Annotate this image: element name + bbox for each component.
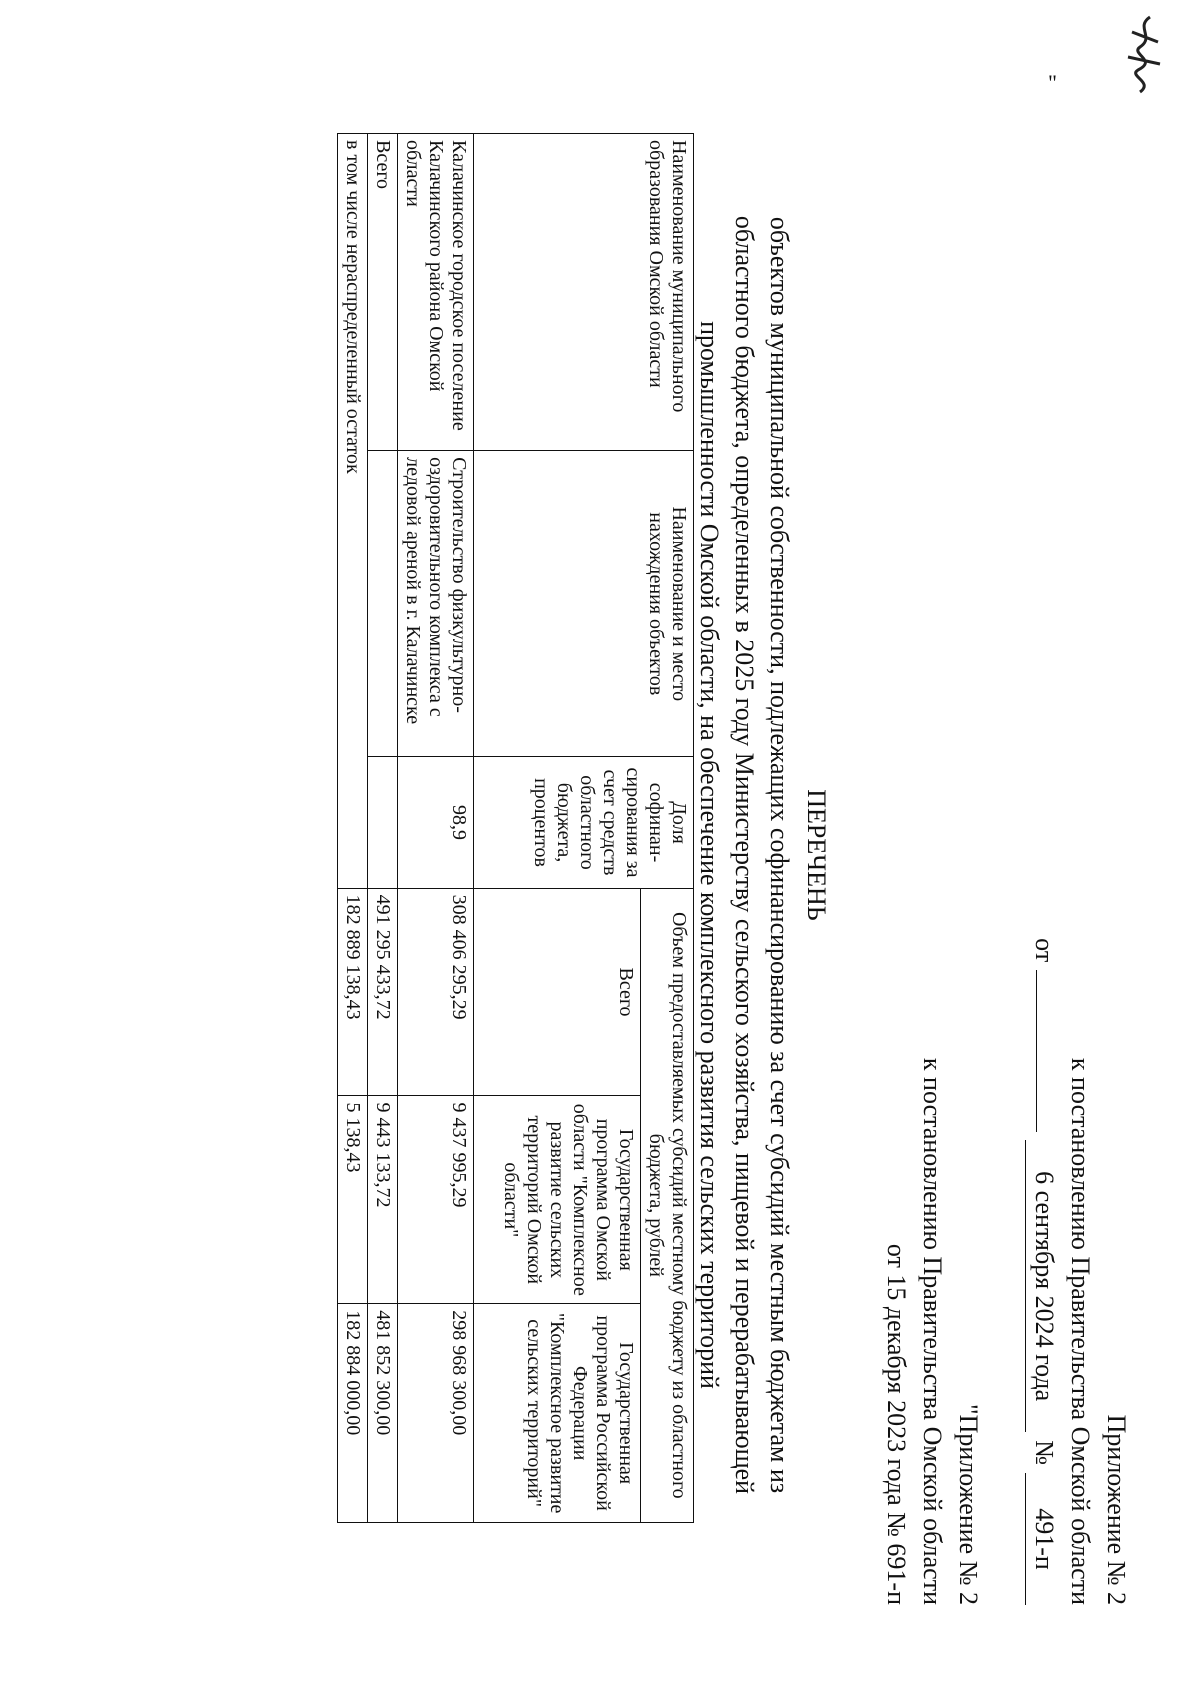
header-municipality: Наименование муниципального образования Омской области bbox=[474, 134, 694, 451]
cell-omsk: 9 437 995,29 bbox=[398, 1096, 474, 1304]
remainder-omsk: 5 138,43 bbox=[338, 1096, 368, 1304]
prev-appendix-title: "Приложение № 2 bbox=[954, 1404, 983, 1605]
total-omsk: 9 443 133,72 bbox=[368, 1096, 398, 1304]
total-label: Всего bbox=[368, 134, 398, 451]
subsidy-table bbox=[337, 133, 694, 1523]
total-empty-2 bbox=[368, 757, 398, 888]
number-label: № bbox=[1030, 1440, 1059, 1465]
cell-rf: 298 968 300,00 bbox=[398, 1304, 474, 1523]
appendix-dateline bbox=[1025, 845, 1062, 1605]
remainder-row bbox=[338, 134, 368, 1523]
previous-appendix-block bbox=[878, 845, 986, 1605]
signature-mark bbox=[1110, 12, 1170, 102]
appendix-decree: к постановлению Правительства Омской области bbox=[1066, 1057, 1095, 1605]
header-rf-program: Государственная программа Российской Федерации "Комплексное развитие сельских территорий" bbox=[474, 1304, 641, 1523]
header-omsk-program: Государственная программа Омской области "Комплексное развитие сельских территорий Омской области" bbox=[474, 1096, 641, 1304]
table-row bbox=[398, 134, 474, 1523]
header-row-1 bbox=[641, 134, 694, 1523]
closing-quote: " bbox=[1048, 70, 1057, 95]
list-line-3: промышленности Омской области, на обеспечение комплексного развития сельских территорий bbox=[695, 321, 724, 1389]
from-label: от bbox=[1030, 938, 1059, 963]
rotated-sheet bbox=[124, 105, 1134, 1605]
cell-total: 308 406 295,29 bbox=[398, 888, 474, 1096]
cell-object: Строительство физкультурно-оздоровительного комплекса с ледовой ареной в г. Калачинске bbox=[398, 451, 474, 757]
header-total: Всего bbox=[474, 888, 641, 1096]
header-object: Наименование и место нахождения объектов bbox=[474, 451, 694, 757]
total-sum: 491 295 433,72 bbox=[368, 888, 398, 1096]
list-heading: ПЕРЕЧЕНЬ bbox=[802, 789, 831, 921]
total-rf: 481 852 300,00 bbox=[368, 1304, 398, 1523]
header-volume: Объем предоставляемых субсидий местному бюджету из областного бюджета, рублей bbox=[641, 888, 694, 1522]
list-line-2: областного бюджета, определенных в 2025 году Министерству сельского хозяйства, пищевой и перерабатывающей bbox=[730, 215, 759, 1495]
appendix-block bbox=[1025, 845, 1134, 1605]
blank-underline bbox=[1036, 970, 1037, 1132]
remainder-sum: 182 889 138,43 bbox=[338, 888, 368, 1096]
decree-date: 6 сентября 2024 года bbox=[1025, 1140, 1062, 1432]
prev-appendix-decree: к постановлению Правительства Омской области bbox=[918, 1057, 947, 1605]
appendix-title: Приложение № 2 bbox=[1102, 1414, 1131, 1605]
prev-appendix-dated: от 15 декабря 2023 года № 691-п bbox=[882, 1243, 911, 1605]
list-line-1: объектов муниципальной собственности, подлежащих софинансированию за счет субсидий местным бюджетам из bbox=[765, 216, 794, 1494]
decree-number: 491-п bbox=[1025, 1473, 1062, 1605]
header-share: Доля софинан-сирования за счет средств областного бюджета, процентов bbox=[474, 757, 694, 888]
list-title bbox=[692, 105, 834, 1605]
total-empty-1 bbox=[368, 451, 398, 757]
cell-share: 98,9 bbox=[398, 757, 474, 888]
remainder-rf: 182 884 000,00 bbox=[338, 1304, 368, 1523]
remainder-label: в том числе нераспределенный остаток bbox=[338, 134, 368, 889]
total-row bbox=[368, 134, 398, 1523]
cell-municipality: Калачинское городское поселение Калачинского района Омской области bbox=[398, 134, 474, 451]
